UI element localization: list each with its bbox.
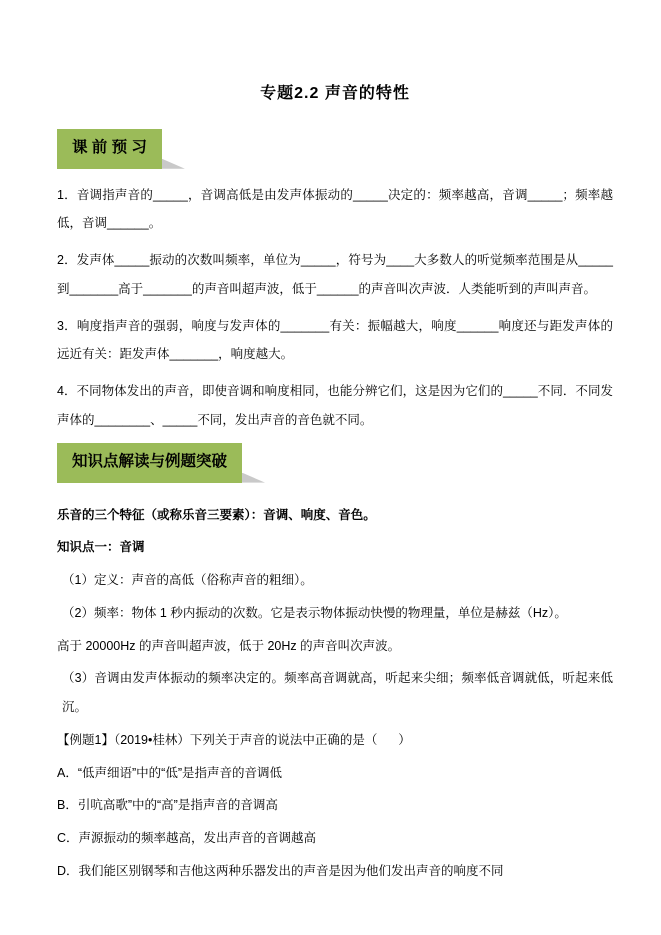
knowledge-banner-row	[57, 443, 613, 483]
preview-items	[57, 181, 613, 435]
preview-item: 2．发声体_____振动的次数叫频率，单位为_____，符号为____大多数人的听觉频率范围是从_____到_______高于_______的声音叫超声波，低于______的声音叫次声波．人类能听到的声叫声音。	[57, 253, 613, 296]
knowledge-point-heading: 知识点一：音调	[57, 540, 145, 555]
section-banner-knowledge	[57, 443, 242, 483]
preview-item: 4．不同物体发出的声音，即使音调和响度相同，也能分辨它们，这是因为它们的_____不同．不同发声体的________、_____不同，发出声音的音色就不同。	[57, 384, 613, 427]
example-option: B．引吭高歌”中的“高”是指声音的音调高	[57, 798, 278, 813]
section-banner-preview	[57, 129, 162, 169]
example-option: D．我们能区别钢琴和吉他这两种乐器发出的声音是因为他们发出声音的响度不同	[57, 863, 504, 878]
knowledge-section	[57, 501, 613, 886]
preview-banner-label: 课 前 预 习	[72, 138, 147, 156]
preview-item: 3．响度指声音的强弱，响度与发声体的_______有关：振幅越大，响度______响度还与距发声体的远近有关：距发声体_______，响度越大。	[57, 318, 613, 362]
page-title: 专题2.2 声音的特性	[260, 85, 410, 102]
example-stem: 【例题1】（2019•桂林）下列关于声音的说法中正确的是（ ）	[57, 732, 411, 747]
knowledge-lead: 乐音的三个特征（或称乐音三要素）：音调、响度、音色。	[57, 507, 376, 522]
example-option: C．声源振动的频率越高，发出声音的音调越高	[57, 831, 317, 846]
knowledge-point: （1）定义：声音的高低（俗称声音的粗细）。	[62, 573, 313, 588]
knowledge-point: （2）频率：物体 1 秒内振动的次数。它是表示物体振动快慢的物理量，单位是赫兹（Hz）。	[62, 605, 567, 620]
banner-shadow-decoration	[242, 473, 265, 483]
preview-item: 1．音调指声音的_____，音调高低是由发声体振动的_____决定的：频率越高，音调_____；频率越低，音调______。	[57, 187, 613, 231]
knowledge-point: （3）音调由发声体振动的频率决定的。频率高音调就高，听起来尖细；频率低音调就低，听起来低沉。	[62, 671, 613, 715]
knowledge-point: 高于 20000Hz 的声音叫超声波，低于 20Hz 的声音叫次声波。	[57, 638, 401, 653]
preview-banner-row	[57, 129, 613, 169]
knowledge-banner-label: 知识点解读与例题突破	[72, 452, 228, 470]
example-option: A．“低声细语”中的“低”是指声音的音调低	[57, 765, 282, 780]
banner-shadow-decoration	[162, 159, 185, 169]
